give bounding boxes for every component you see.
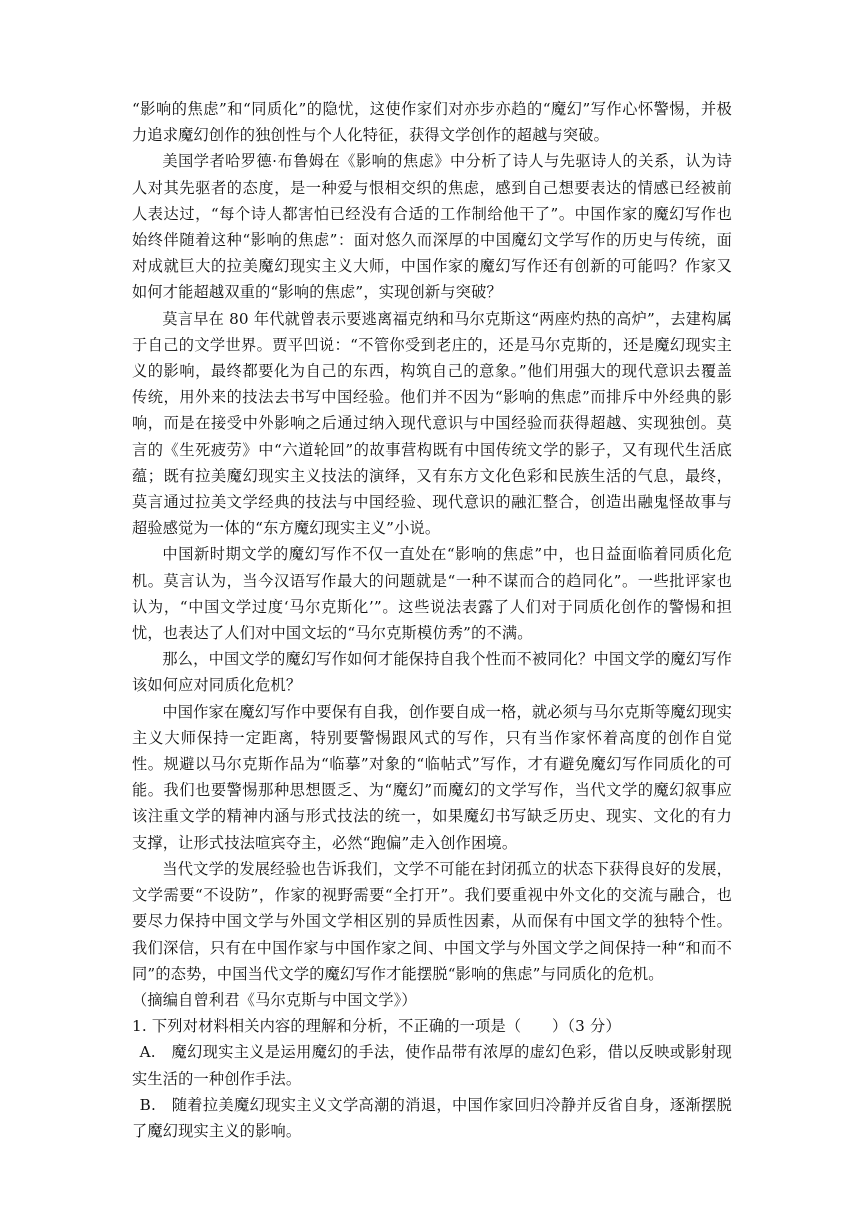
paragraph-7: 当代文学的发展经验也告诉我们，文学不可能在封闭孤立的状态下获得良好的发展，文学需要“不设防”，作家的视野需要“全打开”。我们要重视中外文化的交流与融合，也要尽力保持中国文学与外国文学相区别的异质性因素，从而保有中国文学的独特个性。我们深信，只有在中国作家与中国作家之间、中国文学与外国文学之间保持一种“和而不同”的态势，中国当代文学的魔幻写作才能摆脱“影响的焦虑”与同质化的危机。 bbox=[132, 859, 732, 983]
question-stem: 1. 下列对材料相关内容的理解和分析，不正确的一项是（ ）（3 分） bbox=[132, 1017, 621, 1036]
paragraph-5: 那么，中国文学的魔幻写作如何才能保持自我个性而不被同化？中国文学的魔幻写作该如何应对同质化危机？ bbox=[132, 650, 732, 695]
question-option-a: A. 魔幻现实主义是运用魔幻的手法，使作品带有浓厚的虚幻色彩，借以反映或影射现实生活的一种创作手法。 bbox=[132, 1043, 732, 1088]
document-page bbox=[132, 96, 732, 1144]
paragraph-4: 中国新时期文学的魔幻写作不仅一直处在“影响的焦虑”中，也日益面临着同质化危机。莫言认为，当今汉语写作最大的问题就是“一种不谋而合的趋同化”。一些批评家也认为，“中国文学过度‘马尔克斯化’”。这些说法表露了人们对于同质化创作的警惕和担忧，也表达了人们对中国文坛的“马尔克斯模仿秀”的不满。 bbox=[132, 545, 732, 643]
question-option-b: B. 随着拉美魔幻现实主义文学高潮的消退，中国作家回归冷静并反省自身，逐渐摆脱了魔幻现实主义的影响。 bbox=[132, 1095, 732, 1140]
paragraph-1: “影响的焦虑”和“同质化”的隐忧，这使作家们对亦步亦趋的“魔幻”写作心怀警惕，并极力追求魔幻创作的独创性与个人化特征，获得文学创作的超越与突破。 bbox=[132, 100, 732, 145]
source-citation: （摘编自曾利君《马尔克斯与中国文学》） bbox=[132, 990, 417, 1009]
paragraph-6: 中国作家在魔幻写作中要保有自我，创作要自成一格，就必须与马尔克斯等魔幻现实主义大师保持一定距离，特别要警惕跟风式的写作，只有当作家怀着高度的创作自觉性。规避以马尔克斯作品为“临摹”对象的“临帖式”写作，才有避免魔幻写作同质化的可能。我们也要警惕那种思想匮乏、为“魔幻”而魔幻的文学写作，当代文学的魔幻叙事应该注重文学的精神内涵与形式技法的统一，如果魔幻书写缺乏历史、现实、文化的有力支撑，让形式技法喧宾夺主，必然“跑偏”走入创作困境。 bbox=[132, 702, 732, 852]
paragraph-2: 美国学者哈罗德·布鲁姆在《影响的焦虑》中分析了诗人与先驱诗人的关系，认为诗人对其先驱者的态度，是一种爱与恨相交织的焦虑，感到自己想要表达的情感已经被前人表达过，“每个诗人都害怕已经没有合适的工作制给他干了”。中国作家的魔幻写作也始终伴随着这种“影响的焦虑”：面对悠久而深厚的中国魔幻文学写作的历史与传统，面对成就巨大的拉美魔幻现实主义大师，中国作家的魔幻写作还有创新的可能吗？作家又如何才能超越双重的“影响的焦虑”，实现创新与突破？ bbox=[132, 152, 732, 302]
paragraph-3: 莫言早在 80 年代就曾表示要逃离福克纳和马尔克斯这“两座灼热的高炉”，去建构属于自己的文学世界。贾平凹说：“不管你受到老庄的，还是马尔克斯的，还是魔幻现实主义的影响，最终都要化为自己的东西，构筑自己的意象。”他们用强大的现代意识去覆盖传统，用外来的技法去书写中国经验。他们并不因为“影响的焦虑”而排斥中外经典的影响，而是在接受中外影响之后通过纳入现代意识与中国经验而获得超越、实现独创。莫言的《生死疲劳》中“六道轮回”的故事营构既有中国传统文学的影子，又有现代生活底蕴；既有拉美魔幻现实主义技法的演绎，又有东方文化色彩和民族生活的气息，最终，莫言通过拉美文学经典的技法与中国经验、现代意识的融汇整合，创造出融鬼怪故事与超验感觉为一体的“东方魔幻现实主义”小说。 bbox=[132, 309, 732, 538]
